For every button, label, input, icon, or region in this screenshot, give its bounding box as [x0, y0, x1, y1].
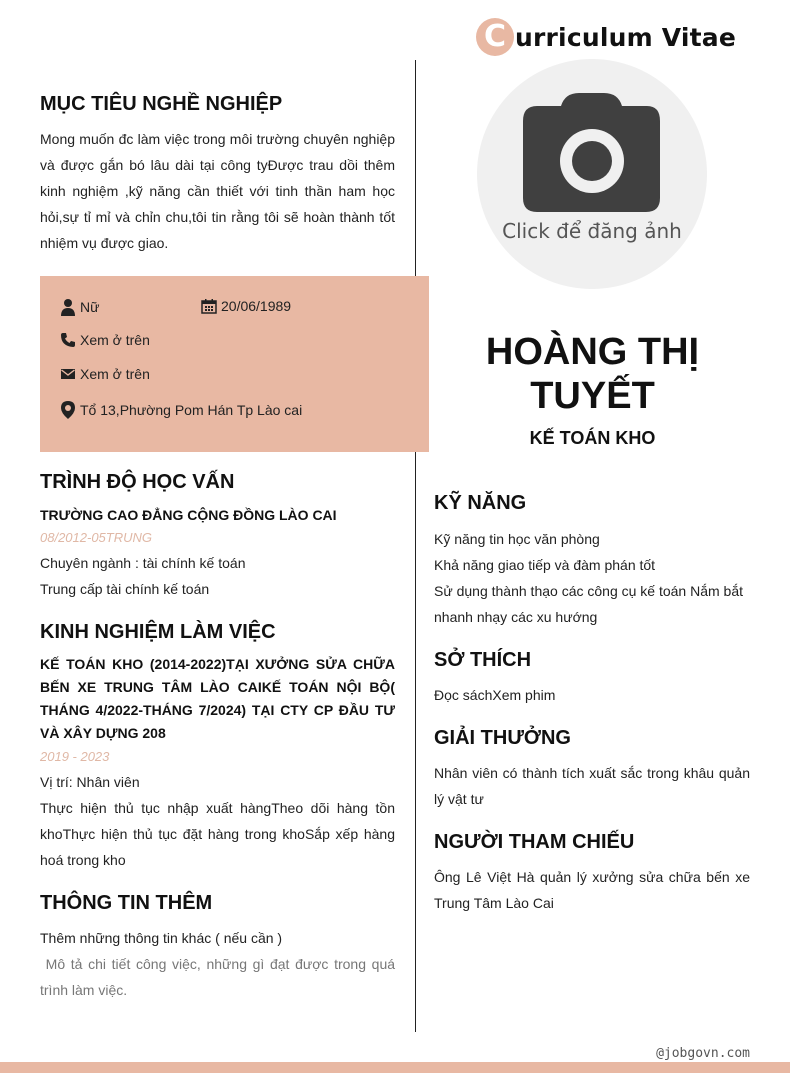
extra-info-line2: Mô tả chi tiết công việc, những gì đạt được trong quá trình làm việc.: [40, 956, 399, 998]
logo-text: urriculum Vitae: [515, 22, 737, 52]
calendar-icon: [201, 298, 217, 314]
email-value: Xem ở trên: [80, 366, 150, 382]
skill-item: Kỹ năng tin học văn phòng: [434, 531, 600, 547]
camera-icon: [523, 93, 660, 212]
gender-value: Nữ: [80, 299, 100, 315]
school-name: TRƯỜNG CAO ĐẲNG CỘNG ĐỒNG LÀO CAI: [40, 507, 337, 523]
phone-row: [60, 332, 150, 348]
extra-info-heading: THÔNG TIN THÊM: [40, 892, 213, 914]
address-row: [60, 400, 302, 420]
dob-row: [201, 298, 291, 314]
phone-icon: [60, 332, 76, 348]
extra-info-line1: Thêm những thông tin khác ( nếu cần ): [40, 930, 283, 946]
job-title: KẾ TOÁN KHO: [529, 428, 656, 448]
address-value: Tổ 13,Phường Pom Hán Tp Lào cai: [80, 402, 303, 418]
education-period: 08/2012-05TRUNG: [40, 530, 152, 545]
photo-upload-caption[interactable]: Click để đăng ảnh: [502, 219, 682, 243]
skills-list: [434, 526, 750, 630]
footer-bar: [0, 1062, 790, 1073]
skills-heading: KỸ NĂNG: [434, 492, 527, 514]
experience-description: Thực hiện thủ tục nhập xuất hàngTheo dõi hàng tồn khoThực hiện thủ tục đặt hàng trong khoSắp xếp hàng hoá trong kho: [40, 800, 395, 868]
hobbies-text: Đọc sáchXem phim: [434, 687, 556, 703]
location-pin-icon: [60, 400, 76, 420]
skill-item: Sử dụng thành thạo các công cụ kế toán Nắm bắt nhanh nhạy các xu hướng: [434, 583, 744, 625]
footer-watermark: @jobgovn.com: [656, 1046, 750, 1061]
envelope-icon: [60, 367, 76, 381]
experience-heading: KINH NGHIỆM LÀM VIỆC: [40, 621, 276, 643]
references-text: Ông Lê Việt Hà quản lý xưởng sửa chữa bến xe Trung Tâm Lào Cai: [434, 869, 750, 911]
experience-period: 2019 - 2023: [40, 749, 110, 764]
education-major: Chuyên ngành : tài chính kế toán: [40, 555, 246, 571]
phone-value: Xem ở trên: [80, 332, 150, 348]
dob-value: 20/06/1989: [221, 298, 292, 314]
education-heading: TRÌNH ĐỘ HỌC VẤN: [40, 471, 235, 493]
experience-company: KẾ TOÁN KHO (2014-2022)TẠI XƯỞNG SỬA CHỮA BẾN XE TRUNG TÂM LÀO CAIKẾ TOÁN NỘI BỘ( THÁNG 4/2022-THÁNG 7/2024) TẠI CTY CP ĐẦU TƯ VÀ XÂY DỰNG 208: [40, 656, 395, 741]
logo-letter: C: [476, 18, 514, 56]
education-degree: Trung cấp tài chính kế toán: [40, 581, 210, 597]
objective-heading: MỤC TIÊU NGHỀ NGHIỆP: [40, 93, 283, 115]
objective-text: Mong muốn đc làm việc trong môi trường chuyên nghiệp và được gắn bó lâu dài tại công tyĐược trau dồi thêm kinh nghiệm ,kỹ năng cần thiết với tinh thần ham học hỏi,sự tỉ mỉ và chỉn chu,tôi tin rằng tôi sẽ hoàn thành tốt nhiệm vụ được giao.: [40, 131, 395, 251]
references-heading: NGƯỜI THAM CHIẾU: [434, 831, 635, 853]
column-divider: [415, 60, 416, 1032]
candidate-name: HOÀNG THỊ TUYẾT: [485, 331, 700, 417]
awards-text: Nhân viên có thành tích xuất sắc trong khâu quản lý vật tư: [434, 765, 750, 807]
experience-position: Vị trí: Nhân viên: [40, 774, 140, 790]
gender-row: [60, 298, 99, 316]
person-icon: [60, 298, 76, 316]
awards-heading: GIẢI THƯỞNG: [434, 727, 571, 749]
cv-logo: [476, 16, 736, 58]
skill-item: Khả năng giao tiếp và đàm phán tốt: [434, 557, 656, 573]
hobbies-heading: SỞ THÍCH: [434, 649, 532, 671]
email-row: [60, 366, 150, 382]
